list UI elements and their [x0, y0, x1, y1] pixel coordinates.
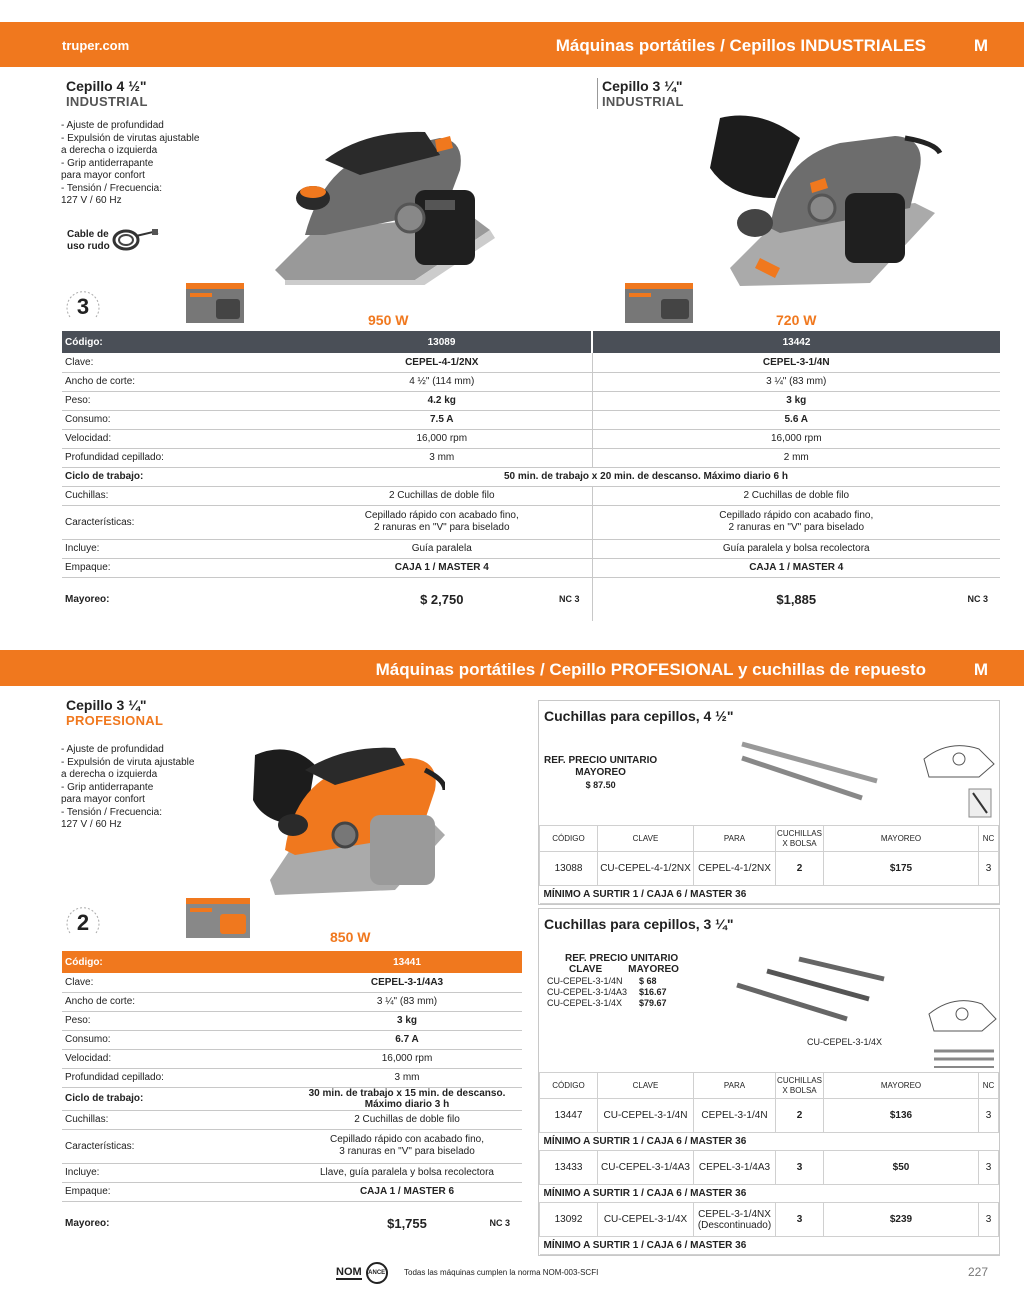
spec-label: Cuchillas: — [62, 1110, 292, 1129]
table-row — [62, 486, 1000, 505]
feature-line: - Grip antiderrapante — [61, 781, 154, 793]
price-label: Mayoreo: — [65, 1217, 110, 1229]
cell-mayoreo: $136 — [824, 1099, 979, 1133]
price-label: Mayoreo: — [65, 593, 110, 605]
price-cell — [592, 577, 1000, 621]
product-1-watt: 950 W — [368, 312, 409, 328]
spec-value: 16,000 rpm — [592, 429, 1000, 448]
product-pro-type: PROFESIONAL — [66, 713, 164, 728]
cell-bolsa: 2 — [776, 1099, 824, 1133]
feature-line: - Expulsión de virutas ajustable — [61, 132, 200, 144]
planer-3-1-4-image — [700, 108, 945, 288]
cell-para: CEPEL-4-1/2NX — [694, 852, 776, 886]
cell-clave: CU-CEPEL-3-1/4X — [598, 1203, 694, 1237]
spec-value: 2 Cuchillas de doble filo — [292, 486, 592, 505]
cell-codigo: 13092 — [540, 1203, 598, 1237]
table-row — [540, 1133, 999, 1151]
spec-label: Ciclo de trabajo: — [62, 1087, 292, 1110]
cable-label-line: uso rudo — [67, 241, 110, 252]
spec-label: Clave: — [62, 353, 292, 372]
table-row — [62, 353, 1000, 372]
price-value: $ 2,750 — [420, 591, 464, 607]
nc-value: NC 3 — [967, 593, 988, 604]
blades-4-1-2-box — [538, 700, 1000, 905]
ref-clave: CU-CEPEL-3-1/4N — [547, 976, 623, 986]
column-header: MAYOREO — [824, 1073, 979, 1099]
feature-line: - Tensión / Frecuencia: — [61, 182, 162, 194]
site-url[interactable]: truper.com — [62, 38, 130, 53]
table-row — [62, 1068, 522, 1087]
column-header: PARA — [694, 1073, 776, 1099]
ref-row — [547, 976, 679, 987]
spec-label: Incluye: — [62, 1163, 292, 1182]
spec-label: Profundidad cepillado: — [62, 1068, 292, 1087]
table-row — [540, 1185, 999, 1203]
minimo-surtir: MÍNIMO A SURTIR 1 / CAJA 6 / MASTER 36 — [540, 1185, 999, 1203]
table-row — [62, 1087, 522, 1110]
table-row — [62, 992, 522, 1011]
table-row — [62, 1049, 522, 1068]
spec-label: Empaque: — [62, 1182, 292, 1201]
spec-value: CEPEL-3-1/4N — [592, 353, 1000, 372]
table-row — [62, 558, 1000, 577]
table-row — [62, 1030, 522, 1049]
spec-label: Clave: — [62, 973, 292, 992]
product-box-image — [625, 283, 693, 323]
ref-col-mayoreo: MAYOREO — [628, 964, 679, 975]
cell-para: CEPEL-3-1/4NX (Descontinuado) — [694, 1203, 776, 1237]
spec-label: Peso: — [62, 1011, 292, 1030]
spec-label: Empaque: — [62, 558, 292, 577]
table-row — [62, 1201, 522, 1245]
ref-price-block — [544, 755, 657, 791]
table-row — [62, 1110, 522, 1129]
column-header: NC — [979, 1073, 999, 1099]
table-row — [62, 1129, 522, 1163]
table-row — [62, 448, 1000, 467]
product-1-features — [61, 120, 199, 208]
feature-line: - Expulsión de viruta ajustable — [61, 756, 195, 768]
spec-value: Llave, guía paralela y bolsa recolectora — [292, 1163, 522, 1182]
table-header-row — [540, 1073, 999, 1099]
table-row — [540, 1237, 999, 1255]
spec-value: 13441 — [292, 951, 522, 973]
price-cell — [292, 577, 592, 621]
blades-3-1-4-title: Cuchillas para cepillos, 3 ¼" — [544, 916, 734, 932]
cell-clave: CU-CEPEL-4-1/2NX — [598, 852, 694, 886]
spec-value: Cepillado rápido con acabado fino, 2 ranuras en "V" para biselado — [592, 505, 1000, 539]
blades-3-1-4-table — [539, 1072, 999, 1255]
ref-clave: CU-CEPEL-3-1/4X — [547, 998, 623, 1008]
cell-nc: 3 — [979, 1099, 999, 1133]
feature-line: - Ajuste de profundidad — [61, 744, 164, 755]
spec-value: Guía paralela y bolsa recolectora — [592, 539, 1000, 558]
section-header-bar — [0, 650, 1024, 686]
product-pro-watt: 850 W — [330, 929, 371, 945]
spec-value: CEPEL-4-1/2NX — [292, 353, 592, 372]
ref-clave: CU-CEPEL-3-1/4A3 — [547, 987, 628, 997]
ref-price-title: REF. PRECIO UNITARIO — [544, 755, 658, 766]
blades-4-1-2-table — [539, 825, 999, 904]
spec-value: CAJA 1 / MASTER 4 — [292, 558, 592, 577]
blade-image-label: CU-CEPEL-3-1/4X — [807, 1037, 883, 1047]
minimo-surtir: MÍNIMO A SURTIR 1 / CAJA 6 / MASTER 36 — [540, 886, 999, 904]
blade-triple-image — [729, 951, 889, 1036]
table-row — [62, 410, 1000, 429]
cable-icon — [108, 224, 160, 254]
cell-bolsa: 3 — [776, 1203, 824, 1237]
cell-nc: 3 — [979, 852, 999, 886]
cable-label-line: Cable de — [67, 229, 109, 240]
price-cell — [292, 1201, 522, 1245]
column-header: NC — [979, 826, 999, 852]
certification-logos — [336, 1262, 388, 1284]
cell-nc: 3 — [979, 1203, 999, 1237]
spec-value: 3 ¼" (83 mm) — [292, 992, 522, 1011]
ref-precio: $16.67 — [639, 987, 667, 997]
product-box-image — [186, 283, 244, 323]
feature-line: 127 V / 60 Hz — [61, 819, 122, 830]
spec-table-industrial — [62, 331, 1000, 621]
spec-value: 2 Cuchillas de doble filo — [592, 486, 1000, 505]
spec-value: 4 ½" (114 mm) — [292, 372, 592, 391]
table-row — [62, 1163, 522, 1182]
feature-line: - Tensión / Frecuencia: — [61, 806, 162, 818]
spec-value: Cepillado rápido con acabado fino, 3 ranuras en "V" para biselado — [292, 1129, 522, 1163]
table-row — [62, 467, 1000, 486]
spec-value: 3 mm — [292, 1068, 522, 1087]
table-row — [540, 852, 999, 886]
spec-value: 30 min. de trabajo x 15 min. de descanso. Máximo diario 3 h — [292, 1087, 522, 1110]
feature-line: para mayor confort — [61, 170, 145, 181]
product-1-name: Cepillo 4 ½" — [66, 78, 147, 94]
blade-pair-image — [737, 736, 887, 806]
product-1-type: INDUSTRIAL — [66, 94, 148, 109]
cell-clave: CU-CEPEL-3-1/4N — [598, 1099, 694, 1133]
feature-line: para mayor confort — [61, 794, 145, 805]
spec-table-profesional — [62, 951, 522, 1245]
feature-line: - Grip antiderrapante — [61, 157, 154, 169]
spec-label: Código: — [62, 951, 292, 973]
table-row — [62, 951, 522, 973]
table-row — [62, 1182, 522, 1201]
feature-line: - Ajuste de profundidad — [61, 120, 164, 131]
cell-para: CEPEL-3-1/4N — [694, 1099, 776, 1133]
table-row — [62, 973, 522, 992]
planer-sketch-icon — [924, 989, 999, 1069]
column-header: CÓDIGO — [540, 826, 598, 852]
spec-value: 3 mm — [292, 448, 592, 467]
cell-para: CEPEL-3-1/4A3 — [694, 1151, 776, 1185]
spec-value: 13442 — [592, 331, 1000, 353]
product-2-header — [597, 78, 684, 109]
spec-value: Guía paralela — [292, 539, 592, 558]
table-row — [540, 886, 999, 904]
price-value: $1,885 — [776, 591, 817, 607]
warranty-years: 3 — [76, 294, 90, 319]
product-2-watt: 720 W — [776, 312, 817, 328]
spec-label: Consumo: — [62, 1030, 292, 1049]
spec-label: Consumo: — [62, 410, 292, 429]
spec-value: 3 kg — [292, 1011, 522, 1030]
spec-value: 16,000 rpm — [292, 429, 592, 448]
spec-value: 50 min. de trabajo x 20 min. de descanso. Máximo diario 6 h — [292, 467, 1000, 486]
spec-label: Cuchillas: — [62, 486, 292, 505]
cell-codigo: 13447 — [540, 1099, 598, 1133]
spec-value: 2 Cuchillas de doble filo — [292, 1110, 522, 1129]
ref-price-block — [547, 953, 679, 1009]
spec-label: Velocidad: — [62, 1049, 292, 1068]
cell-bolsa: 3 — [776, 1151, 824, 1185]
cell-clave: CU-CEPEL-3-1/4A3 — [598, 1151, 694, 1185]
table-row — [62, 331, 1000, 353]
spec-value: 5.6 A — [592, 410, 1000, 429]
table-row — [540, 1099, 999, 1133]
cell-codigo: 13433 — [540, 1151, 598, 1185]
column-header: CLAVE — [598, 826, 694, 852]
spec-value: 16,000 rpm — [292, 1049, 522, 1068]
cell-mayoreo: $239 — [824, 1203, 979, 1237]
ref-row — [547, 987, 679, 998]
section-letter: M — [973, 660, 988, 679]
spec-value: 13089 — [292, 331, 592, 353]
column-header: PARA — [694, 826, 776, 852]
spec-label: Características: — [62, 1129, 292, 1163]
spec-label: Ancho de corte: — [62, 992, 292, 1011]
spec-value: CAJA 1 / MASTER 6 — [292, 1182, 522, 1201]
footer-note: Todas las máquinas cumplen la norma NOM-003-SCFI — [404, 1268, 599, 1277]
warranty-seal-icon — [60, 903, 106, 943]
planer-pro-image — [245, 740, 445, 900]
spec-label: Peso: — [62, 391, 292, 410]
spec-label: Ancho de corte: — [62, 372, 292, 391]
feature-line: a derecha o izquierda — [61, 769, 158, 780]
spec-label: Profundidad cepillado: — [62, 448, 292, 467]
spec-label: Código: — [62, 331, 292, 353]
table-row — [62, 372, 1000, 391]
table-row — [62, 429, 1000, 448]
table-row — [540, 1151, 999, 1185]
cell-mayoreo: $50 — [824, 1151, 979, 1185]
spec-value: 3 ¼" (83 mm) — [592, 372, 1000, 391]
column-header: CLAVE — [598, 1073, 694, 1099]
ref-price-title: REF. PRECIO UNITARIO — [565, 953, 679, 964]
spec-value: 2 mm — [592, 448, 1000, 467]
blades-4-1-2-title: Cuchillas para cepillos, 4 ½" — [544, 708, 734, 724]
column-header: CUCHILLAS X BOLSA — [776, 826, 824, 852]
page-title: Máquinas portátiles / Cepillos INDUSTRIALES — [555, 36, 926, 55]
page-number: 227 — [968, 1265, 989, 1279]
spec-value: 6.7 A — [292, 1030, 522, 1049]
warranty-seal-icon — [60, 287, 106, 327]
spec-value: 4.2 kg — [292, 391, 592, 410]
spec-value: 7.5 A — [292, 410, 592, 429]
cell-nc: 3 — [979, 1151, 999, 1185]
ref-precio: $79.67 — [639, 998, 667, 1008]
minimo-surtir: MÍNIMO A SURTIR 1 / CAJA 6 / MASTER 36 — [540, 1133, 999, 1151]
product-pro-features — [61, 744, 194, 832]
ref-price-value: $ 87.50 — [585, 780, 616, 790]
spec-label: Ciclo de trabajo: — [62, 467, 292, 486]
cell-bolsa: 2 — [776, 852, 824, 886]
column-header: MAYOREO — [824, 826, 979, 852]
ref-price-sub: MAYOREO — [575, 767, 626, 778]
ref-row — [547, 998, 679, 1009]
product-pro-header — [66, 697, 163, 728]
table-row — [62, 1011, 522, 1030]
price-value: $1,755 — [387, 1215, 427, 1231]
spec-value: 3 kg — [592, 391, 1000, 410]
product-2-type: INDUSTRIAL — [602, 94, 684, 109]
nc-value: NC 3 — [489, 1217, 510, 1228]
ref-price-cols — [569, 964, 679, 975]
warranty-years: 2 — [76, 910, 90, 935]
product-box-image — [186, 898, 250, 938]
column-header: CÓDIGO — [540, 1073, 598, 1099]
column-header: CUCHILLAS X BOLSA — [776, 1073, 824, 1099]
nom-logo: NOM — [336, 1266, 362, 1278]
spec-label: Velocidad: — [62, 429, 292, 448]
spec-value: CEPEL-3-1/4A3 — [292, 973, 522, 992]
table-header-row — [540, 826, 999, 852]
minimo-surtir: MÍNIMO A SURTIR 1 / CAJA 6 / MASTER 36 — [540, 1237, 999, 1255]
product-1-header — [66, 78, 148, 109]
feature-line: a derecha o izquierda — [61, 145, 158, 156]
planer-4-1-2-image — [265, 120, 500, 285]
table-row — [62, 539, 1000, 558]
top-header-bar — [0, 22, 1024, 67]
ance-logo: ANCE — [366, 1262, 388, 1284]
section-title: Máquinas portátiles / Cepillo PROFESIONAL y cuchillas de repuesto — [375, 660, 926, 679]
cell-codigo: 13088 — [540, 852, 598, 886]
cell-mayoreo: $175 — [824, 852, 979, 886]
feature-line: 127 V / 60 Hz — [61, 195, 122, 206]
spec-label: Incluye: — [62, 539, 292, 558]
spec-value: Cepillado rápido con acabado fino, 2 ranuras en "V" para biselado — [292, 505, 592, 539]
product-pro-name: Cepillo 3 ¼" — [66, 697, 147, 713]
table-row — [62, 505, 1000, 539]
product-2-name: Cepillo 3 ¼" — [602, 78, 683, 94]
blades-3-1-4-box — [538, 908, 1000, 1256]
table-row — [62, 577, 1000, 621]
ref-precio: $ 68 — [639, 976, 657, 986]
table-row — [540, 1203, 999, 1237]
planer-sketch-icon — [919, 729, 999, 819]
nc-value: NC 3 — [558, 593, 580, 604]
table-row — [62, 391, 1000, 410]
spec-value: CAJA 1 / MASTER 4 — [592, 558, 1000, 577]
cable-label — [67, 229, 110, 253]
section-letter: M — [973, 36, 988, 55]
ref-col-clave: CLAVE — [569, 964, 603, 975]
spec-label: Características: — [62, 505, 292, 539]
